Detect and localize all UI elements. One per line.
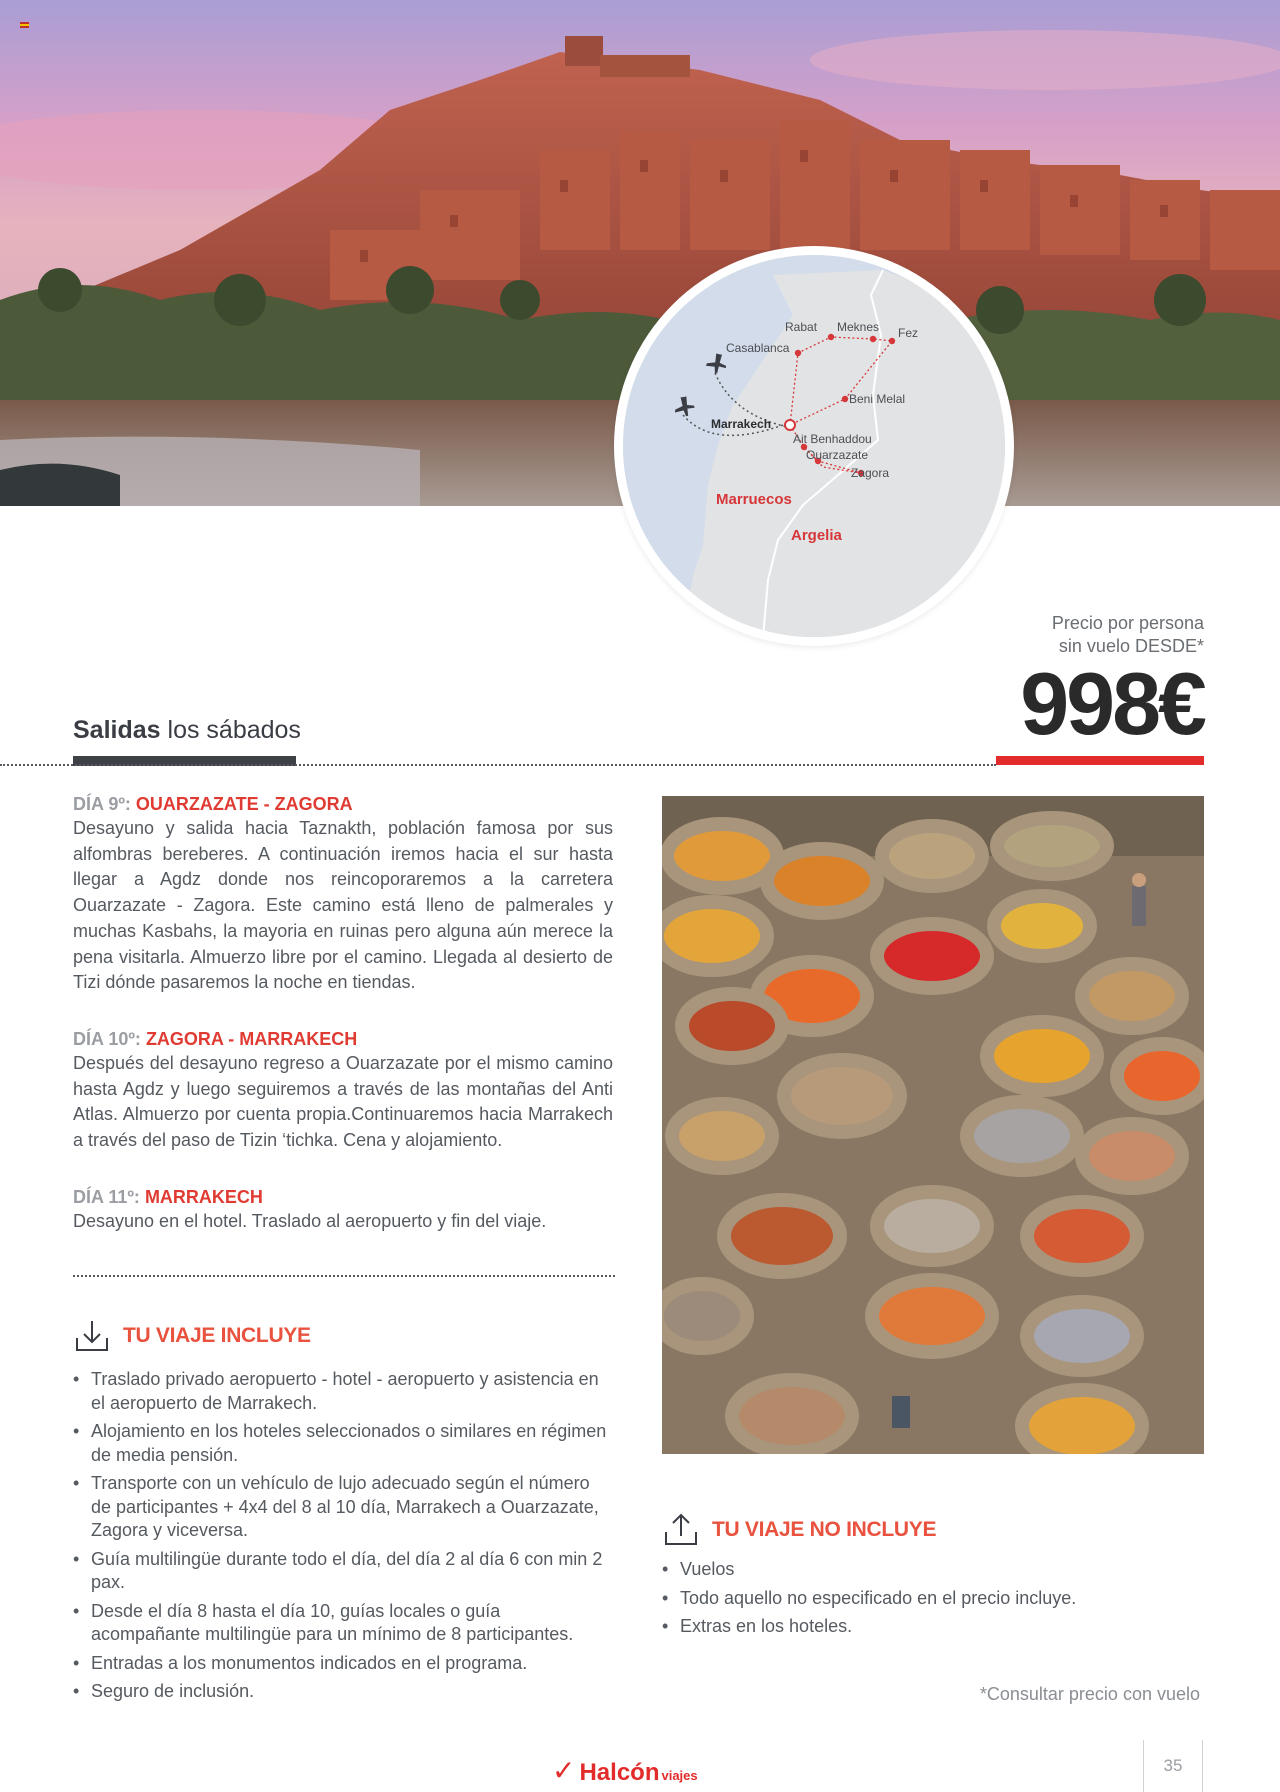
day-title xyxy=(73,1027,613,1051)
day-place: MARRAKECH xyxy=(144,1187,263,1207)
list-item: • Transporte con un vehículo de lujo adecuado según el número de participantes + 4x4 del 8 al 10 día, Marrakech a Ouarzazate, Zagora y viceversa. xyxy=(73,1472,613,1543)
route-map xyxy=(614,246,1014,646)
map-drawing xyxy=(623,255,1005,637)
includes-heading xyxy=(73,1318,311,1354)
city-label-rabat: Rabat xyxy=(785,320,818,334)
list-item: • Vuelos xyxy=(662,1558,1204,1582)
excludes-list xyxy=(662,1558,1204,1644)
list-item: • Guía multilingüe durante todo el día, del día 2 al día 6 con min 2 pax. xyxy=(73,1548,613,1595)
section-divider xyxy=(73,1275,615,1277)
city-label-ait-benhaddou: Ait Benhaddou xyxy=(793,432,872,446)
day-place: OUARZAZATE - ZAGORA xyxy=(135,794,353,814)
city-label-ouarzazate: Ouarzazate xyxy=(806,448,869,462)
day-title xyxy=(73,1185,613,1209)
logo-brand: Halcón xyxy=(579,1759,660,1786)
price-label-line2: sin vuelo DESDE* xyxy=(1058,636,1204,656)
tannery-illustration xyxy=(662,796,1204,1454)
upload-icon xyxy=(662,1512,700,1548)
page-number: 35 xyxy=(1163,1756,1183,1775)
list-item: • Entradas a los monumentos indicados en el programa. xyxy=(73,1652,613,1676)
day-description: Desayuno y salida hacia Taznakth, población famosa por sus alfombras bereberes. A continuación iremos hacia el sur hasta llegar a Agdz donde nos reincoporaremos a la carretera Ouarzazate - Zagora. Este camino está lleno de palmerales y muchas Kasbahs, la mayoria en ruinas pero alguna aún merece la pena visitarla. Almuerzo libre por el camino. Llegada al desierto de Tizi dónde pasaremos la noche en tiendas. xyxy=(73,818,613,993)
day-label: DÍA 10º: xyxy=(73,1029,146,1049)
itinerary-day-10 xyxy=(73,1027,613,1154)
country-label-algeria: Argelia xyxy=(791,527,842,544)
excludes-title: TU VIAJE NO INCLUYE xyxy=(712,1518,937,1541)
list-item: • Seguro de inclusión. xyxy=(73,1680,613,1704)
halcon-logo xyxy=(552,1754,698,1787)
price-value: 998€ xyxy=(1020,654,1204,753)
tannery-photo xyxy=(662,796,1204,1454)
price-underline xyxy=(996,756,1204,765)
departures-rest: los sábados xyxy=(160,716,301,744)
day-place: ZAGORA - MARRAKECH xyxy=(145,1029,358,1049)
city-label-meknes: Meknes xyxy=(837,320,880,334)
list-item: • Desde el día 8 hasta el día 10, guías locales o guía acompañante multilingüe para un mínimo de 8 participantes. xyxy=(73,1600,613,1647)
day-description: Después del desayuno regreso a Ouarzazate por el mismo camino hasta Agdz y luego seguiremos a través de las montañas del Anti Atlas. Almuerzo por cuenta propia.Continuaremos hacia Marrakech a través del paso de Tizin ‘tichka. Cena y alojamiento. xyxy=(73,1053,613,1151)
departures-bold: Salidas xyxy=(73,716,161,744)
price-label xyxy=(1052,612,1204,658)
list-item: • Extras en los hoteles. xyxy=(662,1615,1204,1639)
city-label-casablanca: Casablanca xyxy=(726,341,790,355)
halcon-mark-icon: ✓ xyxy=(552,1755,576,1786)
list-item: • Traslado privado aeropuerto - hotel - aeropuerto y asistencia en el aeropuerto de Marrakech. xyxy=(73,1368,613,1415)
logo-sub: viajes xyxy=(661,1768,698,1783)
list-item: • Alojamiento en los hoteles seleccionados o similares en régimen de media pensión. xyxy=(73,1420,613,1467)
day-label: DÍA 11º: xyxy=(73,1187,145,1207)
itinerary-day-9 xyxy=(73,792,613,996)
price-label-line1: Precio por persona xyxy=(1051,613,1204,633)
price-note: *Consultar precio con vuelo xyxy=(979,1684,1200,1704)
flag-icon xyxy=(20,22,29,28)
day-description: Desayuno en el hotel. Traslado al aeropuerto y fin del viaje. xyxy=(73,1211,547,1231)
day-label: DÍA 9º: xyxy=(73,794,136,814)
divider-dotted xyxy=(0,764,996,766)
city-label-zagora: Zagora xyxy=(851,466,890,480)
itinerary-day-11 xyxy=(73,1185,613,1235)
city-label-beni-melal: Beni Melal xyxy=(849,392,906,406)
city-label-fez: Fez xyxy=(898,326,919,340)
includes-title: TU VIAJE INCLUYE xyxy=(123,1324,311,1347)
departures-heading xyxy=(73,716,301,745)
map-inner xyxy=(623,255,1005,637)
download-icon xyxy=(73,1318,111,1354)
includes-list xyxy=(73,1368,613,1709)
city-label-marrakech: Marrakech xyxy=(711,417,772,431)
country-label-morocco: Marruecos xyxy=(716,491,792,508)
day-title xyxy=(73,792,613,816)
excludes-heading xyxy=(662,1512,936,1548)
list-item: • Todo aquello no especificado en el precio incluye. xyxy=(662,1587,1204,1611)
